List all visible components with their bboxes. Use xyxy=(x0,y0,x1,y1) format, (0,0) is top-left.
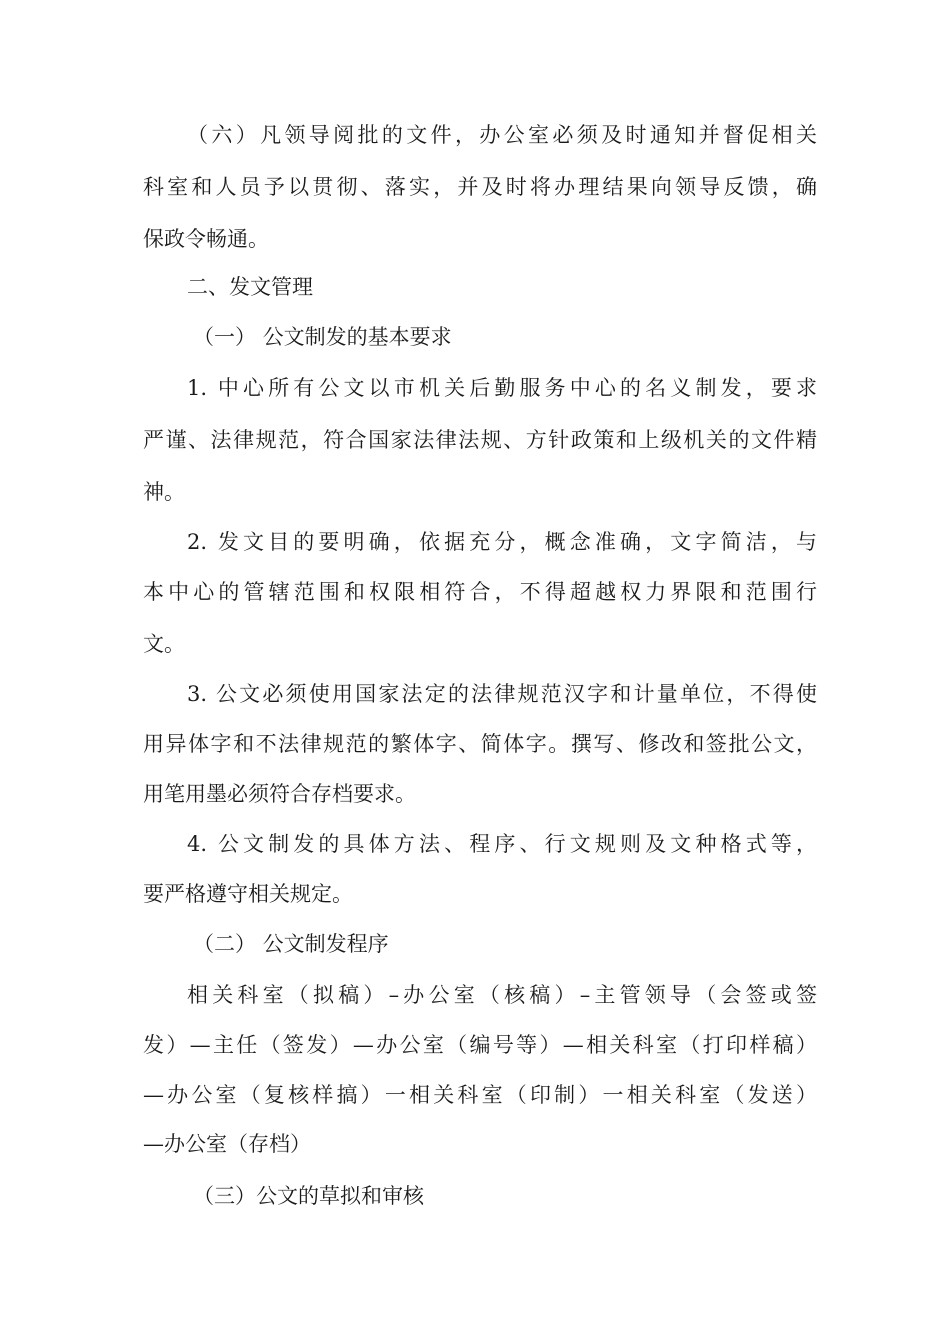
item-1-line-2: 严谨、法律规范，符合国家法律法规、方针政策和上级机关的文件精 xyxy=(143,428,817,452)
procedure-line-1: 相关科室（拟稿）–办公室（核稿）–主管领导（会签或签 xyxy=(187,983,817,1007)
item-1-line-3: 神。 xyxy=(143,480,185,504)
paragraph-6-line-3: 保政令畅通。 xyxy=(143,227,269,251)
procedure-line-3: —办公室（复核样搞）一相关科室（印制）一相关科室（发送） xyxy=(143,1083,817,1107)
item-3-line-2: 用异体字和不法律规范的繁体字、简体字。撰写、修改和签批公文， xyxy=(143,732,817,756)
procedure-line-2: 发）—主任（签发）—办公室（编号等）—相关科室（打印样稿） xyxy=(143,1033,817,1057)
subheading-basic-requirements: （一） 公文制发的基本要求 xyxy=(193,325,452,349)
item-3-line-3: 用笔用墨必须符合存档要求。 xyxy=(143,782,416,806)
subheading-drafting-review: （三）公文的草拟和审核 xyxy=(193,1184,424,1208)
item-2-line-3: 文。 xyxy=(143,632,185,656)
paragraph-6-line-1: （六）凡领导阅批的文件，办公室必须及时通知并督促相关 xyxy=(187,123,817,147)
item-1-line-1: 1. 中心所有公文以市机关后勤服务中心的名义制发，要求 xyxy=(187,376,817,400)
procedure-line-4: —办公室（存档） xyxy=(143,1132,311,1156)
item-4-line-2: 要严格遵守相关规定。 xyxy=(143,882,353,906)
item-4-line-1: 4. 公文制发的具体方法、程序、行文规则及文种格式等， xyxy=(187,832,817,856)
section-heading-dispatch: 二、发文管理 xyxy=(187,275,313,299)
item-2-line-1: 2. 发文目的要明确，依据充分，概念准确，文字简洁，与 xyxy=(187,530,817,554)
paragraph-6-line-2: 科室和人员予以贯彻、落实，并及时将办理结果向领导反馈，确 xyxy=(143,175,817,199)
subheading-procedure: （二） 公文制发程序 xyxy=(193,932,389,956)
item-2-line-2: 本中心的管辖范围和权限相符合，不得超越权力界限和范围行 xyxy=(143,580,817,604)
item-3-line-1: 3. 公文必须使用国家法定的法律规范汉字和计量单位，不得使 xyxy=(187,682,817,706)
